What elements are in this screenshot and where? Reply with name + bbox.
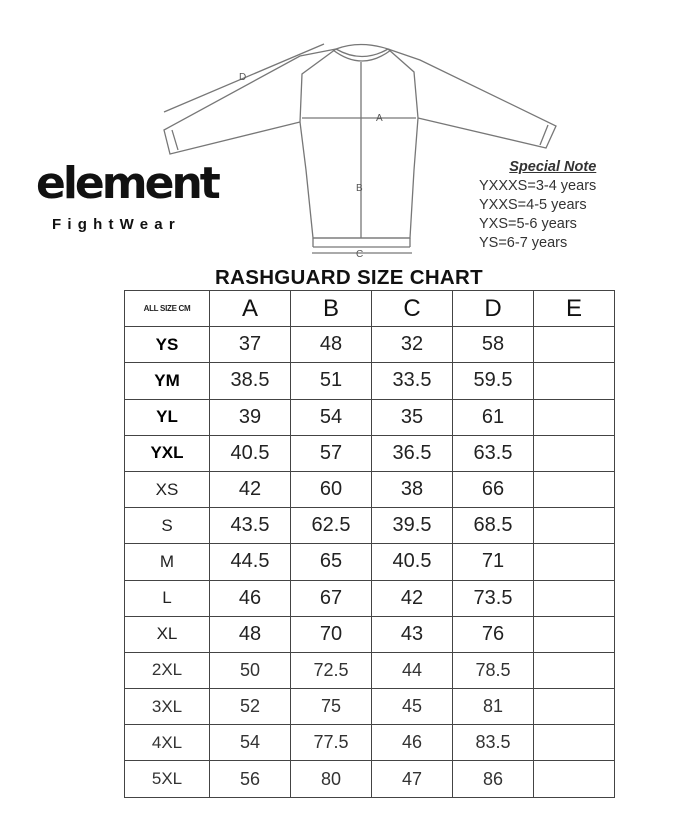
measurement-cell-b: 77.5 — [291, 725, 372, 761]
measurement-cell-a: 46 — [210, 580, 291, 616]
measurement-cell-e — [534, 471, 615, 507]
size-label-cell: S — [125, 508, 210, 544]
measurement-cell-d: 73.5 — [453, 580, 534, 616]
special-note-line: YXXS=4-5 years — [479, 197, 587, 213]
column-header-b: B — [291, 291, 372, 327]
table-row — [125, 363, 615, 399]
size-label-cell: YXL — [125, 435, 210, 471]
measurement-cell-b: 57 — [291, 435, 372, 471]
measurement-cell-e — [534, 616, 615, 652]
table-row — [125, 652, 615, 688]
table-row — [125, 616, 615, 652]
measurement-cell-e — [534, 689, 615, 725]
column-header-a: A — [210, 291, 291, 327]
size-label-cell: L — [125, 580, 210, 616]
measurement-cell-d: 58 — [453, 327, 534, 363]
measurement-cell-c: 43 — [372, 616, 453, 652]
measurement-cell-d: 78.5 — [453, 652, 534, 688]
special-note — [479, 158, 596, 253]
measurement-cell-d: 83.5 — [453, 725, 534, 761]
size-label-cell: 2XL — [125, 652, 210, 688]
measurement-cell-a: 39 — [210, 399, 291, 435]
table-row — [125, 689, 615, 725]
measurement-cell-c: 46 — [372, 725, 453, 761]
measurement-cell-d: 59.5 — [453, 363, 534, 399]
measurement-cell-c: 44 — [372, 652, 453, 688]
special-note-line: YS=6-7 years — [479, 235, 568, 251]
column-header-e: E — [534, 291, 615, 327]
measurement-cell-b: 70 — [291, 616, 372, 652]
measurement-cell-e — [534, 652, 615, 688]
measurement-cell-c: 38 — [372, 471, 453, 507]
measurement-cell-d: 81 — [453, 689, 534, 725]
size-label-cell: XS — [125, 471, 210, 507]
measurement-cell-c: 36.5 — [372, 435, 453, 471]
measurement-cell-d: 66 — [453, 471, 534, 507]
measurement-cell-b: 48 — [291, 327, 372, 363]
measurement-cell-e — [534, 544, 615, 580]
measurement-cell-b: 51 — [291, 363, 372, 399]
measurement-cell-c: 39.5 — [372, 508, 453, 544]
measurement-cell-c: 47 — [372, 761, 453, 797]
corner-label: ALL SIZE CM — [125, 291, 210, 327]
special-note-line: YXXXS=3-4 years — [479, 178, 597, 194]
table-row — [125, 725, 615, 761]
measurement-cell-d: 71 — [453, 544, 534, 580]
measurement-cell-d: 68.5 — [453, 508, 534, 544]
size-label-cell: M — [125, 544, 210, 580]
size-label-cell: XL — [125, 616, 210, 652]
special-note-title: Special Note — [509, 159, 597, 175]
measurement-cell-a: 44.5 — [210, 544, 291, 580]
table-row — [125, 471, 615, 507]
measurement-cell-b: 62.5 — [291, 508, 372, 544]
measurement-cell-e — [534, 725, 615, 761]
measurement-cell-e — [534, 580, 615, 616]
brand-tagline: FightWear — [52, 216, 181, 233]
table-row — [125, 544, 615, 580]
size-label-cell: 3XL — [125, 689, 210, 725]
size-label-cell: 4XL — [125, 725, 210, 761]
measurement-cell-a: 43.5 — [210, 508, 291, 544]
measurement-cell-d: 61 — [453, 399, 534, 435]
table-row — [125, 327, 615, 363]
measurement-cell-c: 40.5 — [372, 544, 453, 580]
measurement-cell-e — [534, 435, 615, 471]
measurement-cell-c: 35 — [372, 399, 453, 435]
table-row — [125, 580, 615, 616]
measurement-cell-b: 72.5 — [291, 652, 372, 688]
measurement-cell-a: 42 — [210, 471, 291, 507]
diagram-label-b: B — [356, 183, 363, 194]
measurement-cell-c: 45 — [372, 689, 453, 725]
measurement-cell-b: 60 — [291, 471, 372, 507]
measurement-cell-e — [534, 363, 615, 399]
measurement-cell-c: 32 — [372, 327, 453, 363]
measurement-cell-d: 86 — [453, 761, 534, 797]
size-chart-table — [124, 290, 615, 798]
measurement-cell-b: 75 — [291, 689, 372, 725]
table-row — [125, 508, 615, 544]
measurement-cell-b: 67 — [291, 580, 372, 616]
brand-logo-wordmark: element — [36, 158, 218, 209]
table-header-row — [125, 291, 615, 327]
column-header-c: C — [372, 291, 453, 327]
measurement-cell-a: 56 — [210, 761, 291, 797]
size-label-cell: YM — [125, 363, 210, 399]
measurement-cell-e — [534, 761, 615, 797]
size-label-cell: YL — [125, 399, 210, 435]
measurement-cell-d: 63.5 — [453, 435, 534, 471]
measurement-cell-d: 76 — [453, 616, 534, 652]
column-header-d: D — [453, 291, 534, 327]
chart-title: RASHGUARD SIZE CHART — [215, 266, 483, 289]
measurement-cell-b: 54 — [291, 399, 372, 435]
table-row — [125, 435, 615, 471]
measurement-cell-a: 52 — [210, 689, 291, 725]
measurement-cell-a: 48 — [210, 616, 291, 652]
measurement-cell-a: 37 — [210, 327, 291, 363]
diagram-label-a: A — [376, 113, 383, 124]
measurement-cell-a: 50 — [210, 652, 291, 688]
table-row — [125, 399, 615, 435]
measurement-cell-e — [534, 508, 615, 544]
special-note-line: YXS=5-6 years — [479, 216, 577, 232]
measurement-cell-c: 33.5 — [372, 363, 453, 399]
measurement-cell-a: 54 — [210, 725, 291, 761]
measurement-cell-a: 38.5 — [210, 363, 291, 399]
measurement-cell-b: 65 — [291, 544, 372, 580]
measurement-cell-e — [534, 327, 615, 363]
size-label-cell: YS — [125, 327, 210, 363]
size-label-cell: 5XL — [125, 761, 210, 797]
measurement-cell-e — [534, 399, 615, 435]
table-row — [125, 761, 615, 797]
diagram-label-c: C — [356, 249, 364, 260]
measurement-cell-c: 42 — [372, 580, 453, 616]
diagram-label-d: D — [239, 72, 247, 83]
measurement-cell-a: 40.5 — [210, 435, 291, 471]
measurement-cell-b: 80 — [291, 761, 372, 797]
